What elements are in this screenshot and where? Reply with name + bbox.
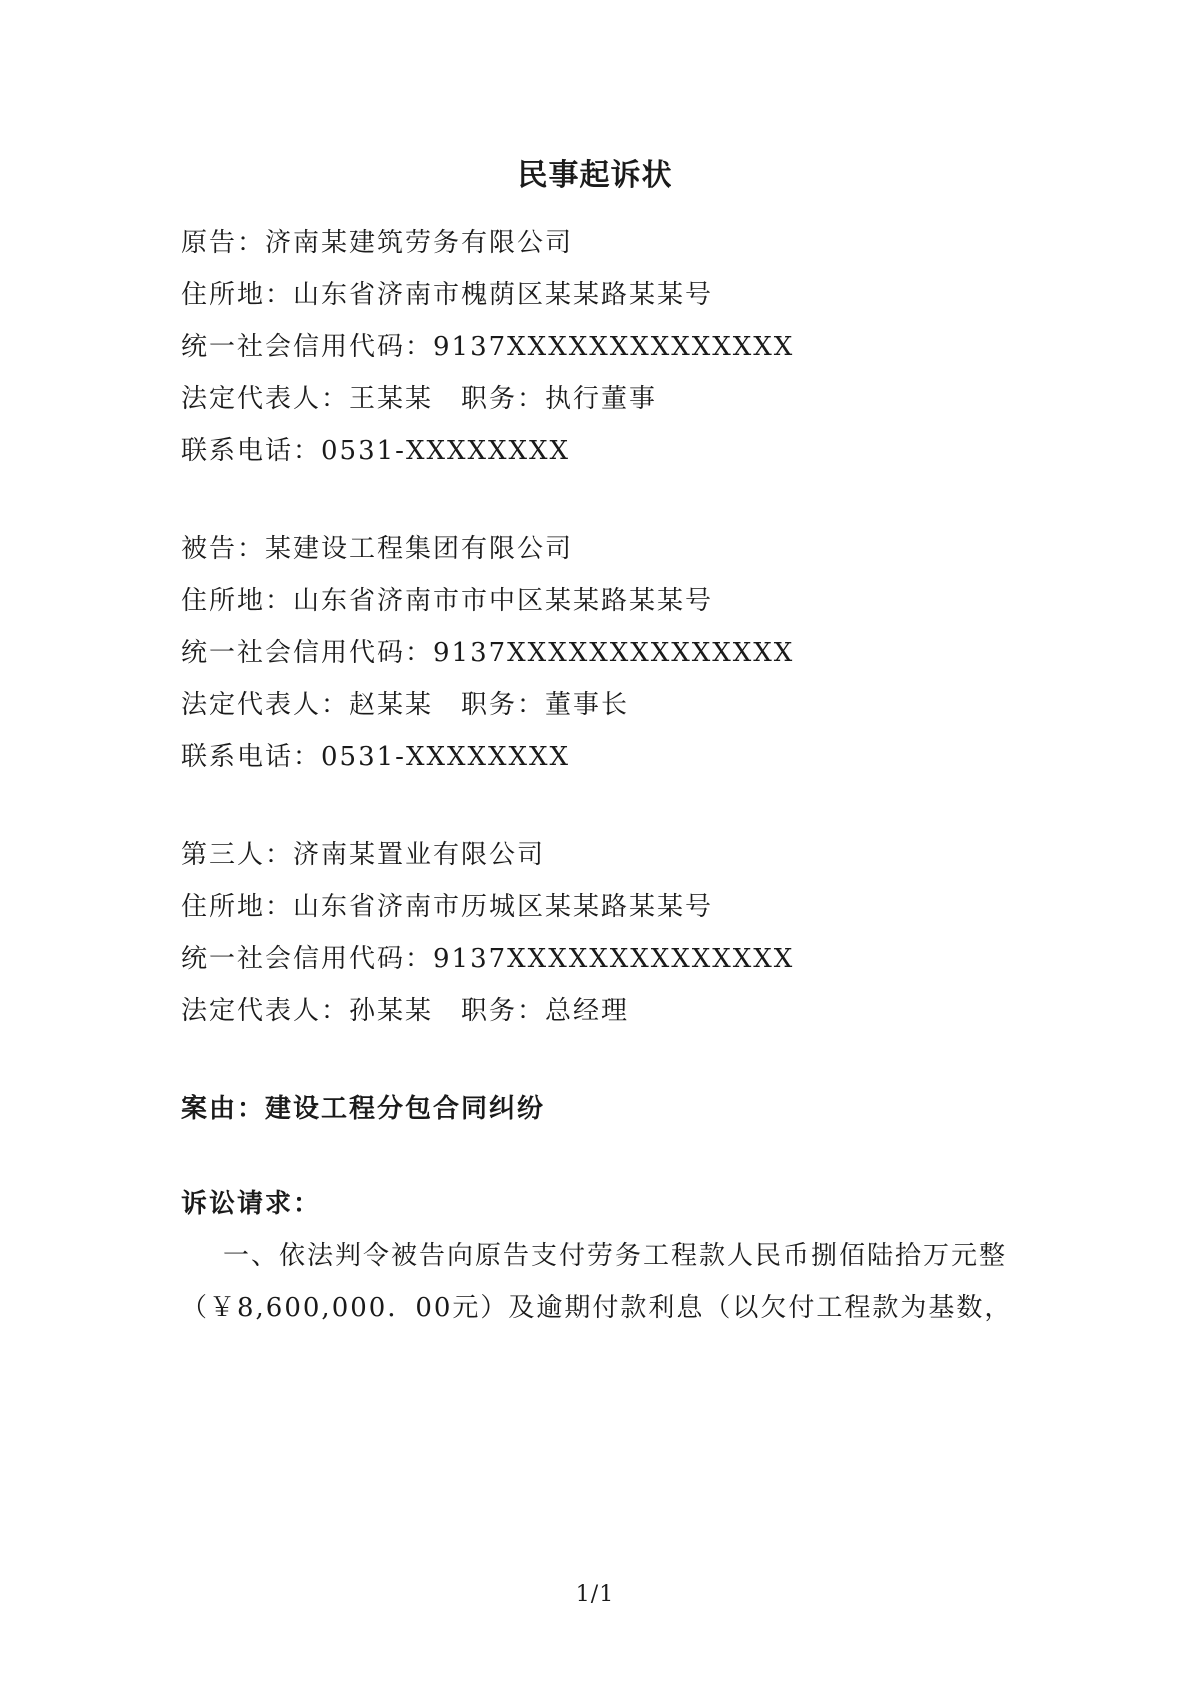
plaintiff-position: 职务：执行董事 [461,384,658,414]
plaintiff-name: 原告：济南某建筑劳务有限公司 [181,228,574,258]
third-party-representative: 法定代表人：孙某某 [181,996,434,1026]
third-party-representative-row [181,993,629,1029]
claim-1-line-1: 一、依法判令被告向原告支付劳务工程款人民币捌佰陆拾万元整 [223,1241,1008,1271]
defendant-phone: 联系电话：0531-XXXXXXXX [181,742,571,772]
third-party-address: 住所地：山东省济南市历城区某某路某某号 [181,892,714,922]
claim-1-line-2: （￥8,600,000．00元）及逾期付款利息（以欠付工程款为基数， [181,1293,1013,1323]
defendant-representative: 法定代表人：赵某某 [181,690,434,720]
case-cause: 案由：建设工程分包合同纠纷 [181,1094,546,1124]
plaintiff-representative-row [181,381,657,417]
claims-heading: 诉讼请求： [181,1189,322,1219]
plaintiff-address: 住所地：山东省济南市槐荫区某某路某某号 [181,280,714,310]
plaintiff-phone: 联系电话：0531-XXXXXXXX [181,436,571,466]
document-title: 民事起诉状 [517,158,673,193]
defendant-address: 住所地：山东省济南市市中区某某路某某号 [181,586,714,616]
plaintiff-credit-code: 统一社会信用代码：9137XXXXXXXXXXXXXX [181,332,795,362]
defendant-name: 被告：某建设工程集团有限公司 [181,534,574,564]
third-party-credit-code: 统一社会信用代码：9137XXXXXXXXXXXXXX [181,944,795,974]
third-party-name: 第三人：济南某置业有限公司 [181,840,546,870]
page-number: 1/1 [575,1582,615,1607]
third-party-position: 职务：总经理 [461,996,630,1026]
defendant-position: 职务：董事长 [461,690,630,720]
plaintiff-representative: 法定代表人：王某某 [181,384,434,414]
defendant-representative-row [181,687,629,723]
defendant-credit-code: 统一社会信用代码：9137XXXXXXXXXXXXXX [181,638,795,668]
